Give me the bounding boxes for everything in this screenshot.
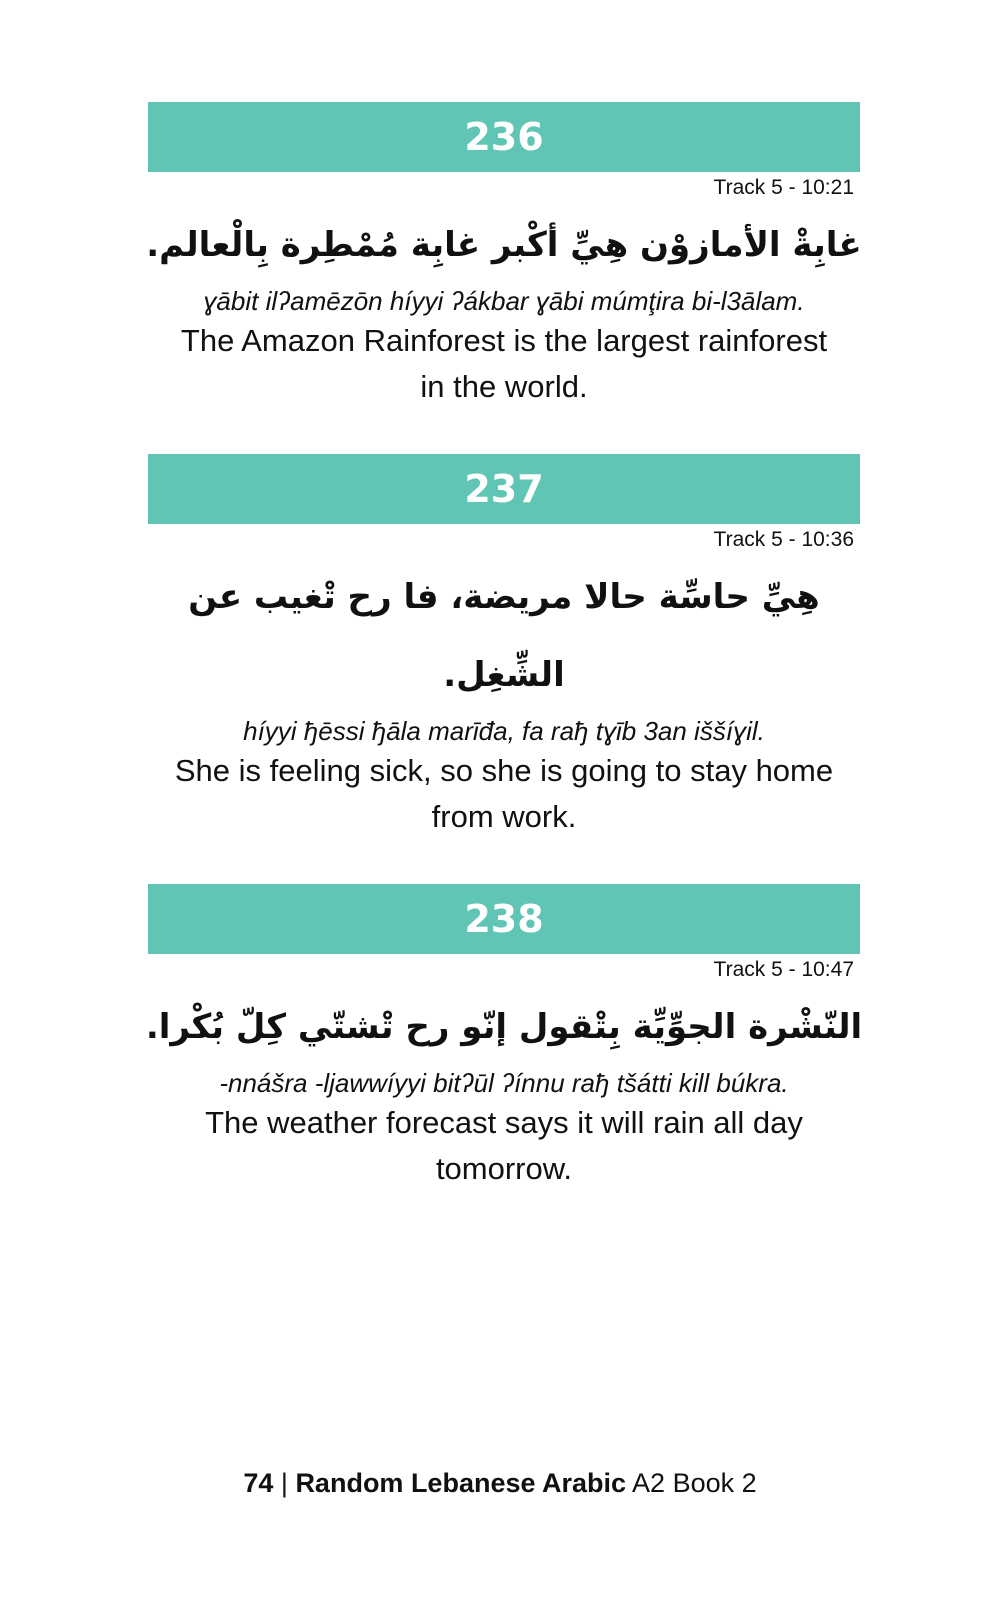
arabic-row [145, 988, 863, 1066]
arabic-sentence: النّشْرة الجوِّيِّة بِتْقول إنّو رح تْشتّي كِلّ بُكْرا. [145, 1007, 863, 1047]
transliteration: -nnášra -ljawwíyyi bitʔūl ʔínnu raђ tšátti kill búkra. [219, 1068, 789, 1098]
transliteration: híyyi ђēssi ђāla marīđa, fa raђ tɣīb 3an iššíɣil. [243, 716, 765, 746]
page-footer [0, 1468, 1000, 1499]
track-timestamp: Track 5 - 10:36 [713, 528, 854, 551]
transliteration: ɣābit ilʔamēzōn híyyi ʔákbar ɣābi múmţira bi-l3ālam. [203, 286, 805, 316]
entry-number-banner [148, 884, 860, 954]
track-timestamp: Track 5 - 10:21 [713, 176, 854, 199]
book-title: Random Lebanese Arabic [295, 1468, 627, 1498]
entry-number: 236 [464, 115, 544, 159]
entry-number-banner [148, 454, 860, 524]
english-translation: The weather forecast says it will rain all day tomorrow. [205, 1105, 803, 1186]
entry-number: 237 [464, 467, 544, 511]
entry-number: 238 [464, 897, 544, 941]
arabic-sentence: غابِةْ الأمازوْن هِيِّ أكْبر غابِة مُمْطِرة بِالْعالم. [146, 225, 862, 265]
arabic-sentence: هِيِّ حاسِّة حالا مريضة، فا رح تْغيب عن الشِّغِل. [188, 577, 820, 695]
book-subtitle: A2 Book 2 [626, 1468, 757, 1498]
entry-number-banner [148, 102, 860, 172]
english-translation: She is feeling sick, so she is going to stay home from work. [174, 753, 834, 834]
entry-237 [148, 454, 860, 840]
track-timestamp: Track 5 - 10:47 [713, 958, 854, 981]
arabic-row [148, 206, 860, 284]
footer-separator: | [273, 1468, 296, 1498]
english-translation: The Amazon Rainforest is the largest rainforest in the world. [180, 323, 828, 404]
entry-238 [145, 884, 863, 1192]
entries-column [145, 102, 863, 1236]
entry-236 [148, 102, 860, 410]
page-number: 74 [243, 1468, 274, 1498]
